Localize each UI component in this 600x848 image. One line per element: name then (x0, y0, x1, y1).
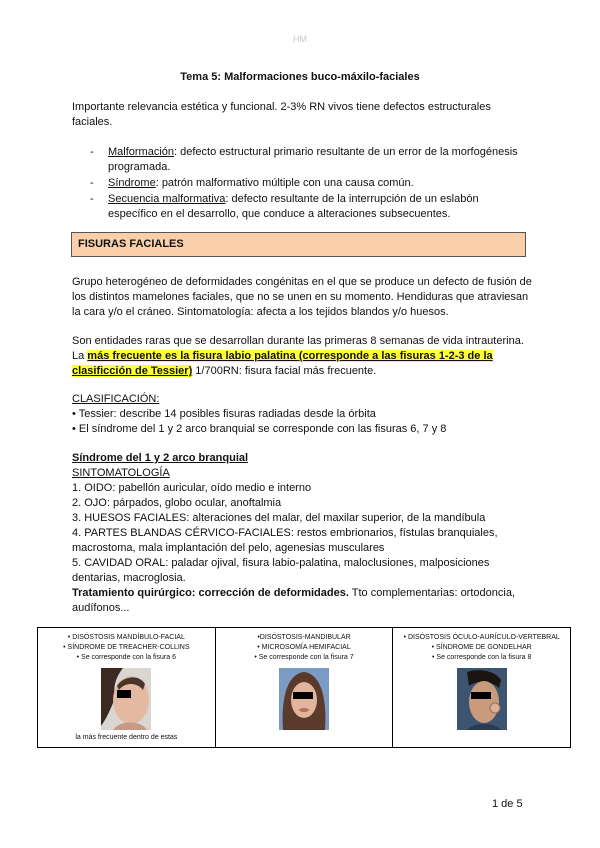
page-number: 1 de 5 (492, 798, 523, 810)
rare-paragraph (72, 334, 532, 379)
definition-term: Secuencia malformativa (108, 193, 226, 205)
intro-paragraph: Importante relevancia estética y funcional. 2-3% RN vivos tiene defectos estructurales faciales. (72, 101, 491, 128)
list-dash: - (90, 193, 94, 205)
syndrome-table (37, 627, 571, 748)
symptom-item: 4. PARTES BLANDAS CÉRVICO-FACIALES: restos embrionarios, fístulas branquiales, macrostoma, mala implantación del pelo, agenesias musculares (72, 527, 498, 554)
definition-sindrome (90, 176, 530, 191)
treatment-line (72, 586, 532, 616)
definition-secuencia (90, 192, 530, 222)
document-title: Tema 5: Malformaciones buco-máxilo-faciales (180, 71, 420, 83)
definition-text: : defecto estructural primario resultante de un error de la morfogénesis programada. (108, 146, 518, 173)
treatment-rest: Tto complementarias: ortodoncia, audífonos... (72, 587, 515, 614)
symptom-item: 5. CAVIDAD ORAL: paladar ojival, fisura labio-palatina, maloclusiones, malposiciones dentarias, macroglosia. (72, 557, 490, 584)
definition-text: : patrón malformativo múltiple con una causa común. (155, 177, 414, 189)
list-dash: - (90, 146, 94, 158)
section-heading-fisuras: FISURAS FACIALES (71, 232, 526, 257)
definition-list (90, 145, 530, 223)
symptom-item: 1. OIDO: pabellón auricular, oído medio e interno (72, 482, 312, 494)
cell-line: • SÍNDROME DE TREACHER-COLLINS (63, 644, 190, 651)
patient-photo (279, 668, 329, 730)
patient-photo-image (101, 668, 151, 730)
definition-text: : defecto resultante de la interrupción de un eslabón específico en el desarrollo, que conduce a alteraciones subsecuentes. (108, 193, 479, 220)
arch-heading: Síndrome del 1 y 2 arco branquial (72, 452, 249, 464)
definition-term: Malformación (108, 146, 175, 158)
symptom-item: 2. OJO: párpados, globo ocular, anoftalmia (72, 497, 282, 509)
highlighted-text: más frecuente es la fisura labio palatina (corresponde a las fisuras 1-2-3 de la clasificción de Tessier) (72, 350, 493, 377)
cell-line: • MICROSOMÍA HEMIFACIAL (257, 644, 351, 651)
cell-line: • DISÓSTOSIS MANDÍBULO-FACIAL (67, 634, 185, 641)
cell-line: • SÍNDROME DE GONDELHAR (431, 644, 532, 651)
arch-syndrome-block (72, 451, 532, 616)
cell-line: •DISÓSTOSIS-MANDIBULAR (257, 634, 351, 641)
rare-text-before: Son entidades raras que se desarrollan durante las primeras 8 semanas de vida intrauterina. La (72, 335, 524, 362)
table-cell-fisura-6 (38, 628, 216, 747)
cell-caption: la más frecuente dentro de estas (75, 734, 178, 741)
group-paragraph: Grupo heterogéneo de deformidades congénitas en el que se produce un defecto de fusión de los distintos mamelones faciales, que no se unen en su momento. Hendiduras que atraviesan la cara y/o el cráneo. Sintomatología: afecta a los tejidos blandos y/o huesos. (72, 276, 532, 318)
symptoms-heading: SINTOMATOLOGÍA (72, 467, 170, 479)
rare-text-after: 1/700RN: fisura facial más frecuente. (192, 365, 377, 377)
classification-heading: CLASIFICACIÓN: (72, 393, 160, 405)
classification-block (72, 392, 532, 437)
classification-item: • Tessier: describe 14 posibles fisuras radiadas desde la órbita (72, 408, 376, 420)
table-cell-fisura-8 (393, 628, 570, 747)
table-cell-fisura-7 (216, 628, 394, 747)
treatment-bold: Tratamiento quirúrgico: corrección de deformidades. (72, 587, 349, 599)
cell-line: • Se corresponde con la fisura 6 (76, 654, 176, 661)
patient-photo (101, 668, 151, 730)
patient-photo (457, 668, 507, 730)
definition-term: Síndrome (108, 177, 156, 189)
cell-line: • Se corresponde con la fisura 8 (432, 654, 532, 661)
list-dash: - (90, 177, 94, 189)
definition-malformacion (90, 145, 530, 175)
symptom-item: 3. HUESOS FACIALES: alteraciones del malar, del maxilar superior, de la mandíbula (72, 512, 486, 524)
patient-photo-image (457, 668, 507, 730)
classification-item: • El síndrome del 1 y 2 arco branquial se corresponde con las fisuras 6, 7 y 8 (72, 423, 447, 435)
cell-line: • DISÓSTOSIS ÓCULO-AURÍCULO-VERTEBRAL (403, 634, 560, 641)
cell-line: • Se corresponde con la fisura 7 (254, 654, 354, 661)
patient-photo-image (279, 668, 329, 730)
header-watermark: HM (293, 34, 307, 44)
